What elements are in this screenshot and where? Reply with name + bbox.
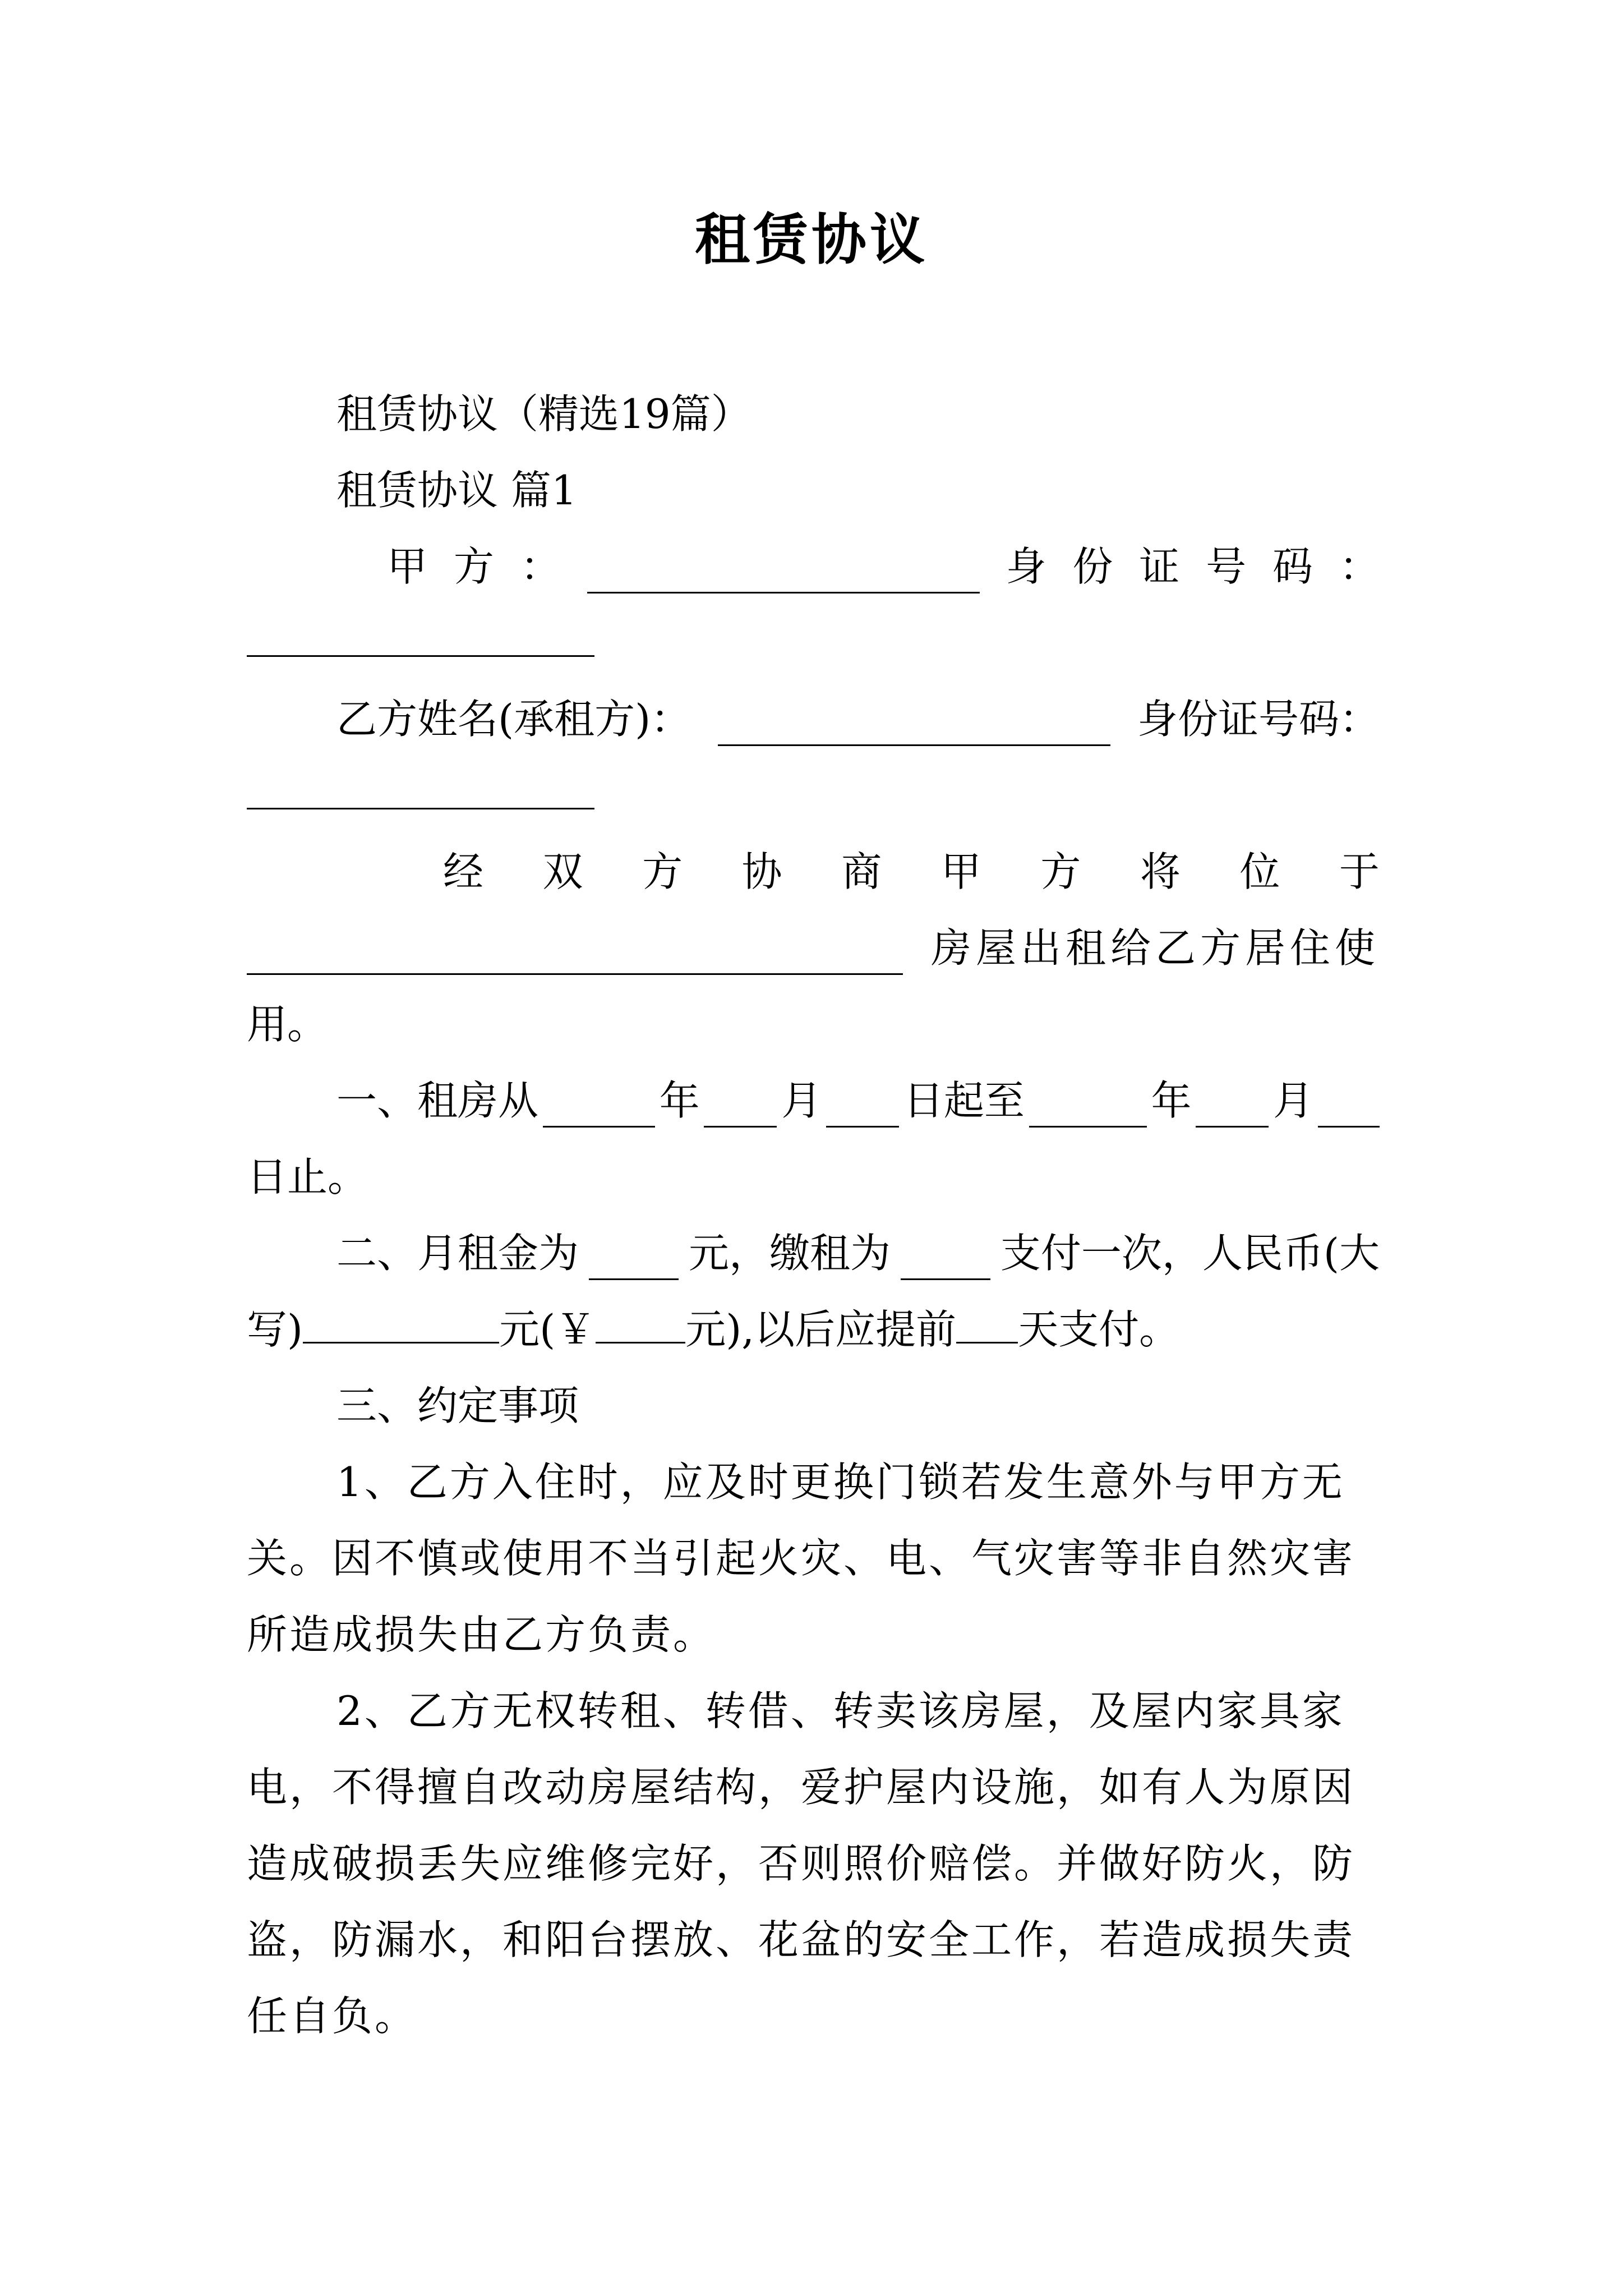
negotiation-char: 甲 [940, 848, 981, 895]
party-a-id-char: 码 [1272, 543, 1313, 590]
negotiation-char: 于 [1339, 848, 1380, 895]
item-2-line: 电，不得擅自改动房屋结构，爱护屋内设施，如有人为原因 [247, 1764, 1355, 1811]
item-2-line: 2、乙方无权转租、转借、转卖该房屋，及屋内家具家 [336, 1687, 1345, 1734]
clause-1-text: 一、租房从 [336, 1077, 539, 1124]
party-b-id-label: 身份证号码： [1137, 696, 1380, 743]
payment-period-blank[interactable] [901, 1239, 990, 1280]
clause-2-text: 元，缴租为 [688, 1230, 891, 1277]
clause-3-heading: 三、约定事项 [336, 1382, 579, 1429]
negotiation-char: 方 [1040, 848, 1081, 895]
party-b-id-blank[interactable] [247, 769, 594, 809]
clause-2-text: 元(￥ [499, 1306, 596, 1353]
end-year-blank[interactable] [1029, 1087, 1147, 1128]
document-title: 租赁协议 [694, 208, 928, 272]
property-address-blank[interactable] [247, 934, 903, 975]
negotiation-char: 双 [542, 848, 583, 895]
party-a-id-char: 证 [1139, 543, 1180, 590]
start-month-blank[interactable] [704, 1087, 777, 1128]
end-day-blank[interactable] [1318, 1087, 1380, 1128]
party-a-id-line [247, 616, 1380, 670]
end-month-blank[interactable] [1196, 1087, 1269, 1128]
party-b-name-blank[interactable] [718, 705, 1110, 746]
advance-days-blank[interactable] [956, 1303, 1018, 1343]
clause-2-line-1 [247, 1226, 1380, 1280]
item-2-line: 盗，防漏水，和阳台摆放、花盆的安全工作，若造成损失责 [247, 1916, 1355, 1963]
party-b-label: 乙方姓名(承租方)： [336, 696, 691, 743]
clause-1-line-2: 日止。 [247, 1153, 368, 1200]
clause-2-text: 元),以后应提前 [685, 1306, 957, 1353]
clause-1-text: 月 [1273, 1077, 1314, 1124]
party-a-id-char: 身 [1006, 543, 1046, 590]
start-year-blank[interactable] [543, 1087, 655, 1128]
monthly-rent-blank[interactable] [589, 1239, 679, 1280]
party-a-char: 甲 [387, 543, 428, 590]
party-a-name-blank[interactable] [587, 553, 980, 593]
clause-2-line-2 [247, 1303, 1380, 1356]
party-a-char: ： [520, 543, 561, 590]
clause-2-text: 支付一次，人民币(大 [1000, 1230, 1380, 1277]
item-2-line: 造成破损丢失应维修完好，否则照价赔偿。并做好防火，防 [247, 1840, 1355, 1887]
party-a-id-char: ： [1339, 543, 1380, 590]
clause-2-text: 二、月租金为 [336, 1230, 579, 1277]
negotiation-char: 方 [642, 848, 683, 895]
item-1-line: 1、乙方入住时，应及时更换门锁若发生意外与甲方无 [336, 1458, 1345, 1506]
negotiation-line-2-text: 房屋出租给乙方居住使 [930, 924, 1380, 972]
item-2-line: 任自负。 [247, 1993, 418, 2040]
article-heading: 租赁协议 篇1 [336, 467, 577, 514]
item-1-line: 关。因不慎或使用不当引起火灾、电、气灾害等非自然灾害 [247, 1535, 1355, 1582]
clause-2-text: 写) [247, 1306, 303, 1353]
party-b-line [247, 692, 1380, 746]
clause-2-text: 天支付。 [1018, 1306, 1180, 1353]
clause-1-text: 日起至 [903, 1077, 1025, 1124]
party-a-line [247, 540, 1380, 593]
party-a-char: 方 [453, 543, 494, 590]
party-a-id-char: 号 [1206, 543, 1247, 590]
negotiation-char: 位 [1239, 848, 1280, 895]
subtitle: 租赁协议（精选19篇） [336, 390, 751, 438]
negotiation-line-1 [247, 845, 1380, 899]
negotiation-line-2 [247, 921, 1380, 975]
negotiation-char: 将 [1140, 848, 1181, 895]
party-a-id-blank[interactable] [247, 616, 594, 657]
clause-1-line-1 [247, 1074, 1380, 1128]
clause-1-text: 月 [781, 1077, 822, 1124]
negotiation-line-3: 用。 [247, 1001, 328, 1048]
item-1-line: 所造成损失由乙方负责。 [247, 1611, 716, 1658]
amount-in-words-blank[interactable] [303, 1303, 499, 1343]
party-b-id-line [247, 769, 1380, 822]
negotiation-char: 商 [841, 848, 882, 895]
negotiation-char: 经 [443, 848, 484, 895]
clause-1-text: 年 [1151, 1077, 1192, 1124]
amount-in-figures-blank[interactable] [596, 1303, 685, 1343]
party-a-id-char: 份 [1072, 543, 1113, 590]
clause-1-text: 年 [659, 1077, 700, 1124]
negotiation-char: 协 [741, 848, 782, 895]
start-day-blank[interactable] [826, 1087, 899, 1128]
